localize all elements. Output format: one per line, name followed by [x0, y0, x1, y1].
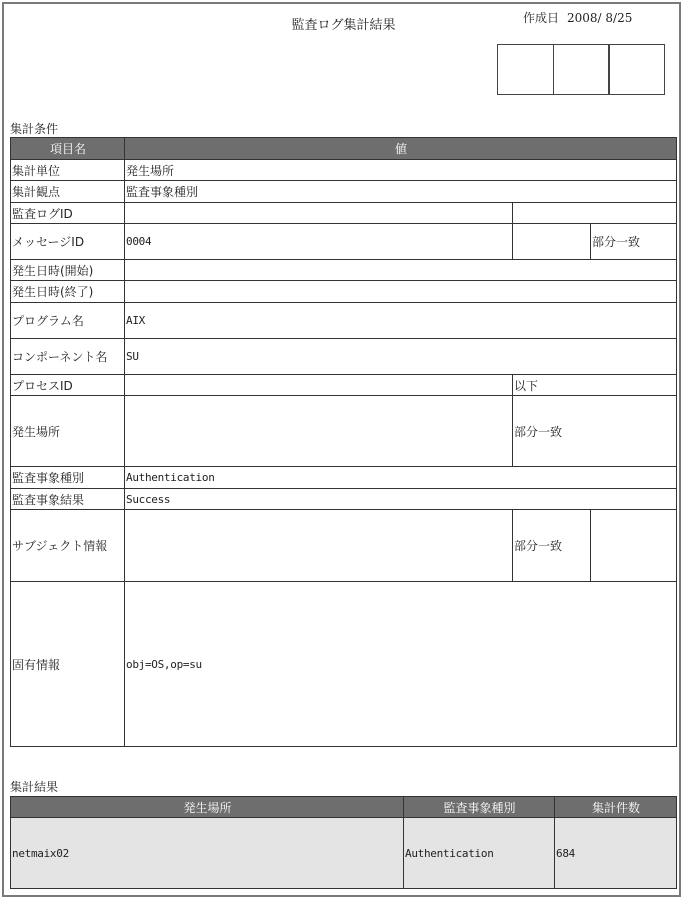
table-row [11, 582, 677, 747]
row-label: プロセスID [11, 375, 125, 396]
row-value: Authentication [125, 467, 677, 489]
result-event-type: Authentication [404, 818, 555, 889]
row-label: 監査事象種別 [11, 467, 125, 489]
table-row [11, 467, 677, 489]
conditions-section-label: 集計条件 [10, 122, 59, 136]
row-label: メッセージID [11, 224, 125, 260]
table-row [11, 510, 677, 582]
column-header-item-name: 項目名 [11, 138, 125, 160]
row-value: SU [125, 339, 677, 375]
row-value [125, 510, 513, 582]
row-extra [513, 224, 591, 260]
table-row [11, 203, 677, 224]
row-extra [591, 510, 677, 582]
row-label: 発生場所 [11, 396, 125, 467]
conditions-table [10, 137, 677, 747]
row-value: obj=OS,op=su [125, 582, 677, 747]
table-row [11, 303, 677, 339]
result-count: 684 [555, 818, 677, 889]
approval-stamp-boxes [497, 44, 665, 95]
table-row [11, 281, 677, 303]
column-header-count: 集計件数 [555, 797, 677, 818]
table-row [11, 489, 677, 510]
row-value: AIX [125, 303, 677, 339]
row-label: 集計観点 [11, 181, 125, 203]
results-table [10, 796, 677, 889]
row-extra [513, 203, 677, 224]
row-value [125, 375, 513, 396]
row-match-mode: 部分一致 [513, 510, 591, 582]
row-value [125, 396, 513, 467]
row-value: 0004 [125, 224, 513, 260]
table-row [11, 339, 677, 375]
row-value: 監査事象種別 [125, 181, 677, 203]
table-row [11, 181, 677, 203]
table-row [11, 224, 677, 260]
stamp-box [497, 44, 554, 95]
created-date-value: 2008/ 8/25 [567, 11, 633, 25]
row-extra: 以下 [513, 375, 677, 396]
row-label: 監査ログID [11, 203, 125, 224]
column-header-event-type: 監査事象種別 [404, 797, 555, 818]
result-location: netmaix02 [11, 818, 404, 889]
table-row [11, 160, 677, 181]
stamp-box [608, 44, 665, 95]
row-label: 監査事象結果 [11, 489, 125, 510]
row-label: 集計単位 [11, 160, 125, 181]
row-match-mode: 部分一致 [513, 396, 677, 467]
created-date [523, 9, 632, 26]
stamp-box [553, 44, 610, 95]
column-header-location: 発生場所 [11, 797, 404, 818]
row-label: 固有情報 [11, 582, 125, 747]
row-value [125, 203, 513, 224]
row-value [125, 281, 677, 303]
row-label: 発生日時(開始) [11, 260, 125, 281]
results-section-label: 集計結果 [10, 780, 59, 794]
row-label: プログラム名 [11, 303, 125, 339]
report-title: 監査ログ集計結果 [291, 18, 396, 33]
row-value: 発生場所 [125, 160, 677, 181]
created-date-label: 作成日 [523, 11, 560, 25]
row-value: Success [125, 489, 677, 510]
row-match-mode: 部分一致 [591, 224, 677, 260]
row-label: サブジェクト情報 [11, 510, 125, 582]
conditions-header-row [11, 138, 677, 160]
row-label: 発生日時(終了) [11, 281, 125, 303]
results-header-row [11, 797, 677, 818]
row-value [125, 260, 677, 281]
column-header-value: 値 [125, 138, 677, 160]
table-row [11, 396, 677, 467]
table-row [11, 260, 677, 281]
table-row [11, 818, 677, 889]
table-row [11, 375, 677, 396]
row-label: コンポーネント名 [11, 339, 125, 375]
